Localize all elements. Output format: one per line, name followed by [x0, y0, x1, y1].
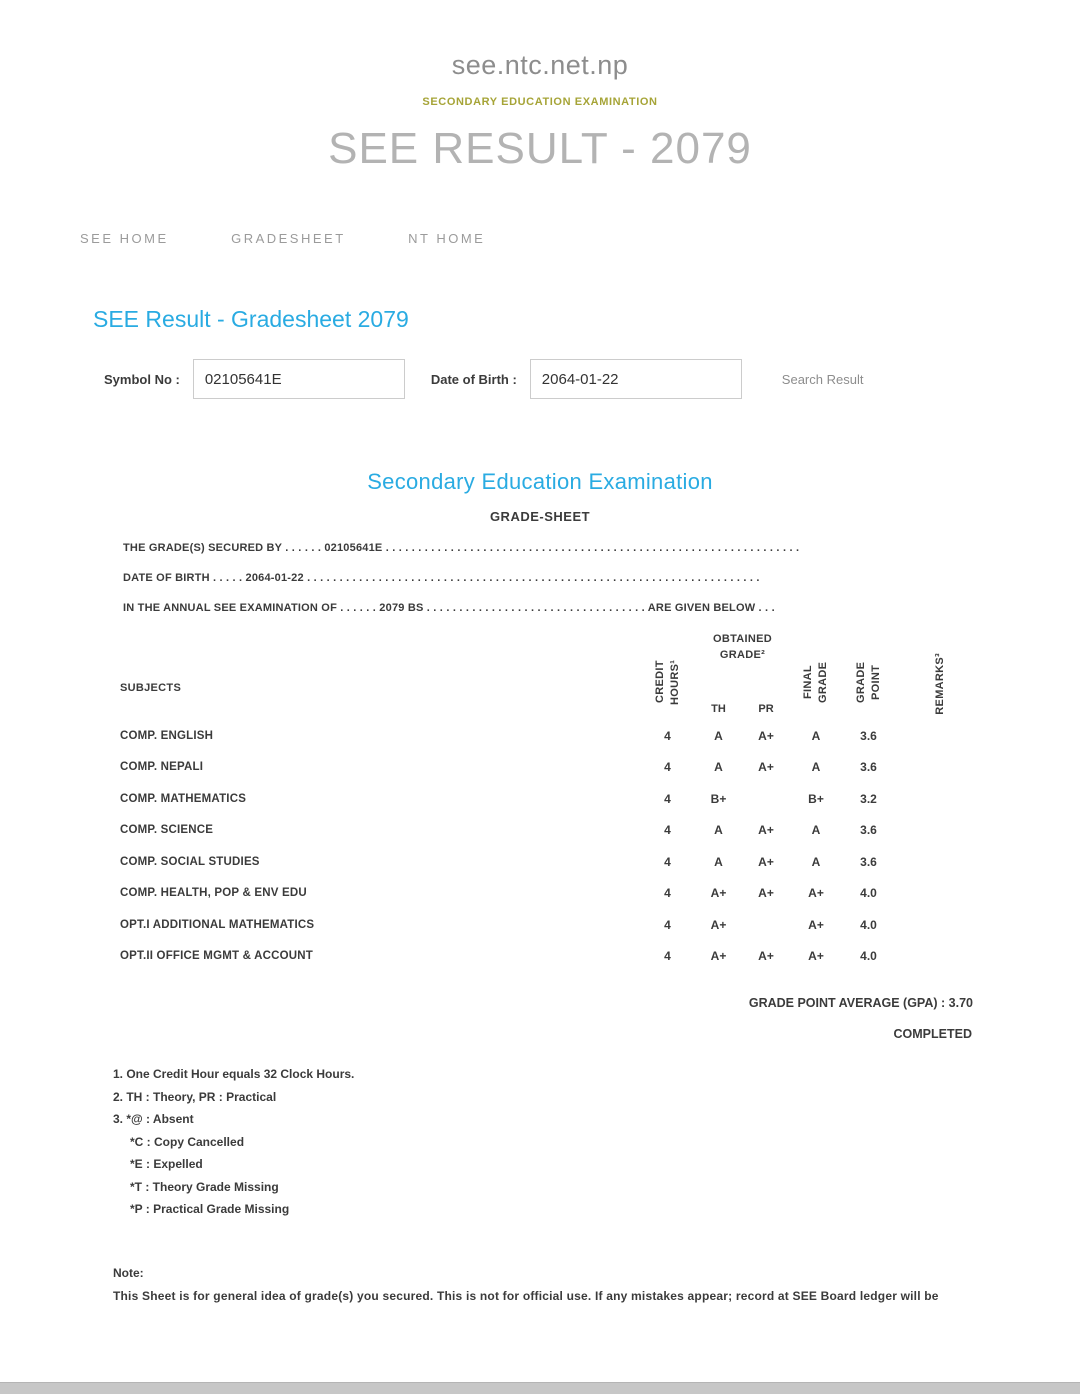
remarks-cell	[895, 783, 986, 815]
gradesheet-intro	[93, 542, 987, 615]
th-grade-cell: A+	[710, 949, 727, 964]
col-header-obtained-grade: OBTAINED GRADE²	[712, 633, 773, 661]
note-label: Note:	[113, 1266, 144, 1280]
th-grade-cell: B+	[710, 791, 727, 806]
pr-grade-cell	[742, 783, 790, 815]
table-row	[120, 909, 986, 941]
pr-grade-cell: A+	[758, 760, 774, 775]
nav-gradesheet[interactable]: GRADESHEET	[231, 231, 346, 246]
th-grade-cell: A+	[710, 886, 727, 901]
credit-cell: 4	[664, 917, 671, 932]
grade-point-cell: 3.6	[860, 760, 877, 775]
pr-grade-cell: A+	[758, 886, 774, 901]
remarks-cell	[895, 941, 986, 973]
intro-line-exam-year: IN THE ANNUAL SEE EXAMINATION OF . . . . . . 2079 BS . . . . . . . . . . . . . . . . . . . . . . . . . . . . . . . . . . ARE GIVEN BELOW . . .	[123, 602, 775, 614]
grade-point-cell: 3.6	[860, 823, 877, 838]
footnote-expelled: *E : Expelled	[130, 1157, 203, 1171]
grade-point-cell: 4.0	[860, 949, 877, 964]
main-content	[93, 306, 987, 1303]
final-grade-cell: A	[811, 854, 821, 869]
col-header-final-grade: FINAL GRADE	[802, 661, 829, 703]
note-text: This Sheet is for general idea of grade(s) you secured. This is not for official use. If any mistakes appear; record at SEE Board ledger will be	[113, 1289, 939, 1303]
gradesheet-subtitle: GRADE-SHEET	[489, 509, 591, 524]
col-header-th: TH	[711, 703, 726, 715]
credit-cell: 4	[664, 728, 671, 743]
subject-cell: COMP. NEPALI	[120, 761, 204, 774]
intro-line-dob: DATE OF BIRTH . . . . . 2064-01-22 . . . . . . . . . . . . . . . . . . . . . . . . . . . . . . . . . . . . . . . . . . . . . . . . . . . . . . . . . . . . . . . . . . . . . .	[123, 572, 760, 584]
col-header-subjects: SUBJECTS	[120, 682, 182, 694]
col-header-remarks: REMARKS³	[934, 653, 947, 715]
pr-grade-cell: A+	[758, 823, 774, 838]
footnote-th-pr: 2. TH : Theory, PR : Practical	[113, 1089, 277, 1104]
footnote-theory-missing: *T : Theory Grade Missing	[130, 1179, 279, 1194]
table-row	[120, 878, 986, 910]
subject-cell: OPT.II OFFICE MGMT & ACCOUNT	[120, 950, 313, 963]
page-title: SEE RESULT - 2079	[328, 124, 752, 173]
subject-cell: COMP. ENGLISH	[120, 729, 214, 742]
site-name: see.ntc.net.np	[451, 50, 629, 80]
bottom-bar	[0, 1382, 1080, 1394]
subject-cell: COMP. SCIENCE	[120, 824, 214, 837]
gradesheet-section	[93, 469, 987, 1303]
footnote-absent: 3. *@ : Absent	[113, 1112, 194, 1126]
th-grade-cell: A	[714, 728, 723, 743]
th-grade-cell: A	[714, 823, 723, 838]
col-header-pr: PR	[758, 703, 774, 715]
footnote-copy-cancelled: *C : Copy Cancelled	[130, 1134, 245, 1149]
grade-point-cell: 4.0	[860, 917, 877, 932]
credit-cell: 4	[664, 854, 671, 869]
intro-line-secured-by: THE GRADE(S) SECURED BY . . . . . . 02105641E . . . . . . . . . . . . . . . . . . . . . . . . . . . . . . . . . . . . . . . . . . . . . . . . . . . . . . . . . . . . . . . .	[123, 542, 800, 554]
credit-cell: 4	[664, 886, 671, 901]
subject-cell: COMP. SOCIAL STUDIES	[120, 855, 260, 868]
pr-grade-cell: A+	[758, 728, 774, 743]
credit-cell: 4	[664, 823, 671, 838]
final-grade-cell: A+	[808, 886, 824, 901]
remarks-cell	[895, 752, 986, 784]
final-grade-cell: A+	[808, 949, 824, 964]
table-row	[120, 941, 986, 973]
dob-label: Date of Birth :	[430, 371, 517, 387]
search-result-button[interactable]: Search Result	[781, 371, 864, 387]
pr-grade-cell	[742, 909, 790, 941]
grade-point-cell: 3.2	[860, 791, 877, 806]
site-header	[0, 0, 1080, 174]
pr-grade-cell: A+	[758, 949, 774, 964]
note-block	[93, 1266, 987, 1303]
final-grade-cell: A	[811, 728, 821, 743]
final-grade-cell: B+	[808, 791, 824, 806]
gpa-line	[93, 996, 987, 1010]
credit-cell: 4	[664, 791, 671, 806]
table-row	[120, 720, 986, 752]
pr-grade-cell: A+	[758, 854, 774, 869]
gpa-value: 3.70	[948, 996, 973, 1010]
th-grade-cell: A+	[710, 917, 727, 932]
gradesheet-search-heading: SEE Result - Gradesheet 2079	[93, 306, 409, 332]
subject-cell: COMP. HEALTH, POP & ENV EDU	[120, 887, 307, 900]
remarks-cell	[895, 909, 986, 941]
grade-point-cell: 4.0	[860, 886, 877, 901]
search-form	[93, 359, 987, 399]
footnotes	[93, 1067, 987, 1216]
nav-nt-home[interactable]: NT HOME	[408, 231, 486, 246]
table-row	[120, 846, 986, 878]
top-nav	[0, 230, 1080, 248]
grade-point-cell: 3.6	[860, 728, 877, 743]
symbol-no-label: Symbol No :	[104, 371, 180, 387]
grades-table	[120, 632, 986, 972]
subject-cell: COMP. MATHEMATICS	[120, 792, 247, 805]
status-completed: COMPLETED	[893, 1027, 972, 1041]
remarks-cell	[895, 720, 986, 752]
remarks-cell	[895, 878, 986, 910]
table-row	[120, 783, 986, 815]
col-header-grade-point: GRADE POINT	[854, 661, 882, 703]
grade-point-cell: 3.6	[860, 854, 877, 869]
dob-input[interactable]	[530, 359, 742, 399]
gpa-label: GRADE POINT AVERAGE (GPA) :	[748, 996, 946, 1010]
symbol-no-input[interactable]	[193, 359, 405, 399]
nav-see-home[interactable]: SEE HOME	[80, 231, 169, 246]
gradesheet-title: Secondary Education Examination	[367, 469, 713, 494]
site-tagline: SECONDARY EDUCATION EXAMINATION	[422, 96, 658, 108]
th-grade-cell: A	[714, 854, 723, 869]
footnote-credit-hours: 1. One Credit Hour equals 32 Clock Hours.	[113, 1067, 355, 1081]
final-grade-cell: A	[811, 760, 821, 775]
credit-cell: 4	[664, 760, 671, 775]
final-grade-cell: A+	[808, 917, 824, 932]
remarks-cell	[895, 846, 986, 878]
footnote-practical-missing: *P : Practical Grade Missing	[130, 1202, 290, 1216]
credit-cell: 4	[664, 949, 671, 964]
final-grade-cell: A	[811, 823, 821, 838]
remarks-cell	[895, 815, 986, 847]
col-header-credit-hours: CREDIT HOURS¹	[653, 659, 681, 705]
subject-cell: OPT.I ADDITIONAL MATHEMATICS	[120, 918, 315, 931]
table-row	[120, 752, 986, 784]
th-grade-cell: A	[714, 760, 723, 775]
table-row	[120, 815, 986, 847]
